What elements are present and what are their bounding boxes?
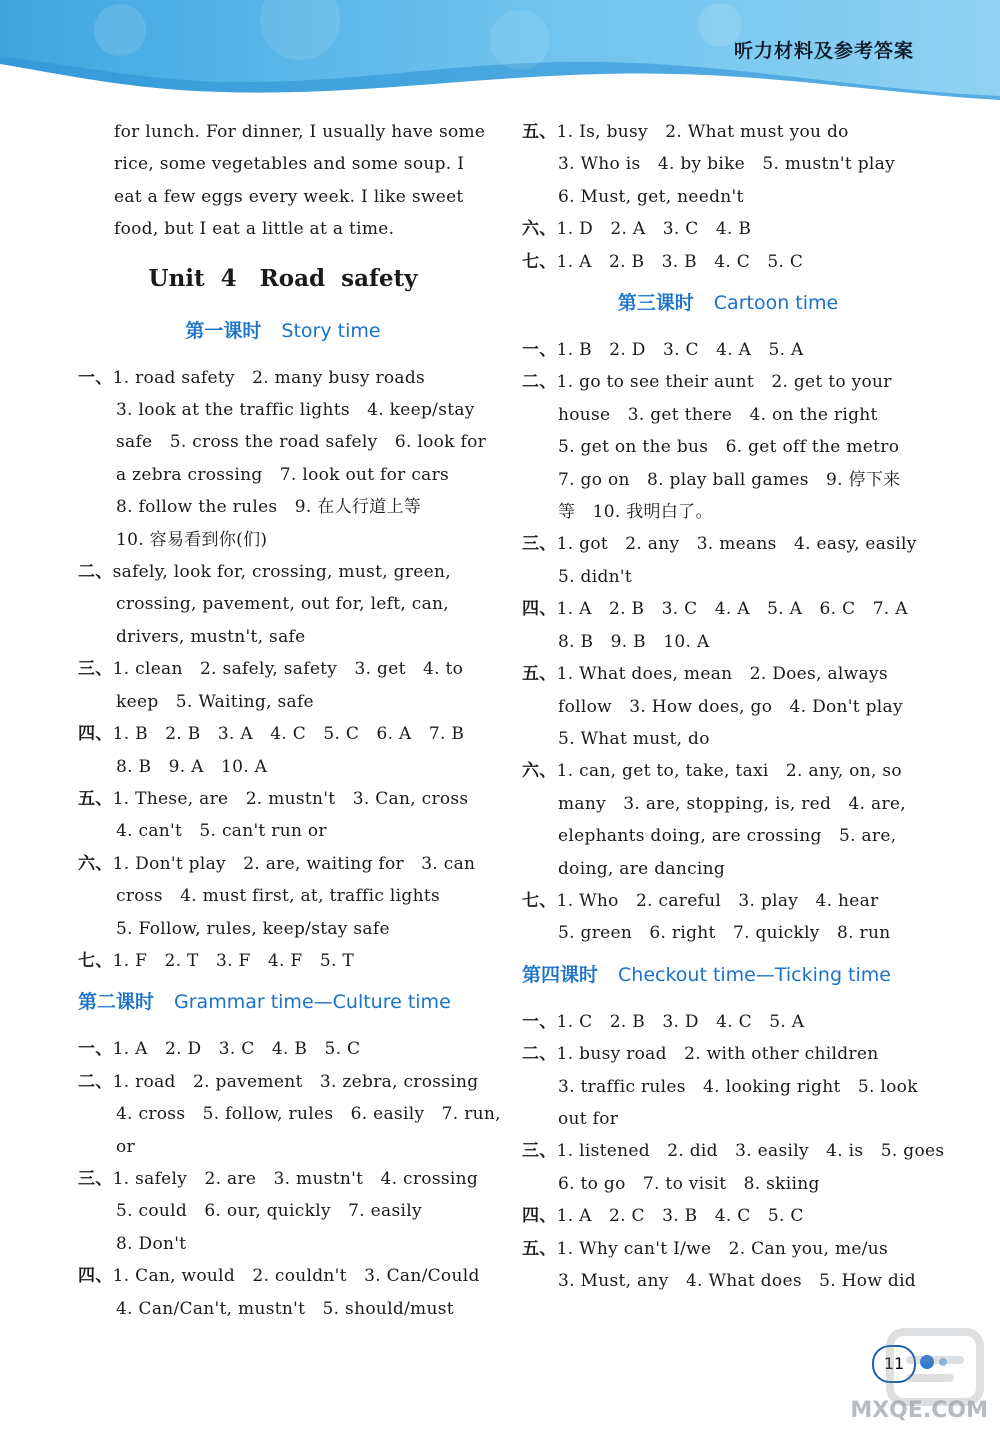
answer-line: 10. 容易看到你(们) — [116, 529, 268, 550]
answer-line: 8. Don't — [116, 1233, 187, 1254]
answer-line: a zebra crossing 7. look out for cars — [116, 464, 450, 485]
lesson-number: 第四课时 — [522, 963, 599, 986]
answer-line: 三、1. got 2. any 3. means 4. easy, easily — [522, 534, 917, 555]
answer-line: 二、1. busy road 2. with other children — [522, 1044, 879, 1065]
answer-line: keep 5. Waiting, safe — [116, 691, 314, 712]
answer-line: 8. B 9. A 10. A — [116, 756, 268, 777]
answer-line: 3. look at the traffic lights 4. keep/stay — [116, 400, 475, 421]
answer-line: elephants doing, are crossing 5. are, — [558, 826, 897, 847]
answer-line: 五、1. Is, busy 2. What must you do — [522, 122, 849, 142]
answer-line: 七、1. Who 2. careful 3. play 4. hear — [522, 890, 879, 911]
left-column — [78, 116, 501, 1325]
answer-line: doing, are dancing — [558, 858, 726, 879]
watermark-text: MXQE.COM — [850, 1398, 988, 1423]
answer-line: 等 10. 我明白了。 — [558, 502, 713, 523]
lesson-name: Story time — [281, 319, 381, 342]
lesson-name: Cartoon time — [713, 292, 839, 315]
answer-line: 七、1. F 2. T 3. F 4. F 5. T — [78, 950, 354, 971]
lesson-number: 第三课时 — [617, 292, 694, 315]
answer-line: 8. B 9. B 10. A — [558, 631, 710, 652]
text-line: for lunch. For dinner, I usually have some — [114, 122, 486, 142]
answer-line: 8. follow the rules 9. 在人行道上等 — [116, 497, 422, 518]
lesson-heading-3 — [522, 288, 934, 318]
text-line: food, but I eat a little at a time. — [114, 219, 395, 240]
lesson-name: Grammar time—Culture time — [174, 991, 451, 1014]
answer-block-lesson-2 — [78, 1033, 501, 1325]
answer-line: 4. can't 5. can't run or — [116, 821, 327, 842]
answer-line: 6. Must, get, needn't — [558, 186, 744, 207]
answer-block-lesson-2-cont — [522, 116, 934, 278]
answer-line: 六、1. D 2. A 3. C 4. B — [522, 219, 752, 240]
answer-line: 五、1. What does, mean 2. Does, always — [522, 664, 888, 685]
answer-line: 6. to go 7. to visit 8. skiing — [558, 1173, 820, 1194]
answer-line: 5. Follow, rules, keep/stay safe — [116, 918, 390, 939]
answer-line: 六、1. can, get to, take, taxi 2. any, on, so — [522, 761, 902, 782]
answer-line: 六、1. Don't play 2. are, waiting for 3. can — [78, 853, 476, 874]
answer-line: 一、1. road safety 2. many busy roads — [78, 367, 426, 388]
answer-line: 一、1. A 2. D 3. C 4. B 5. C — [78, 1039, 361, 1060]
answer-line: 五、1. These, are 2. mustn't 3. Can, cross — [78, 788, 469, 809]
answer-line: 3. Who is 4. by bike 5. mustn't play — [558, 154, 896, 175]
answer-line: crossing, pavement, out for, left, can, — [116, 594, 450, 615]
page-number: 11 — [872, 1345, 916, 1383]
answer-line: 二、1. road 2. pavement 3. zebra, crossing — [78, 1071, 479, 1092]
header-title: 听力材料及参考答案 — [733, 40, 914, 62]
listening-text — [78, 116, 488, 246]
answer-line: 5. could 6. our, quickly 7. easily — [116, 1201, 422, 1222]
answer-block-lesson-4 — [522, 1006, 945, 1298]
answer-line: 5. didn't — [558, 566, 632, 587]
answer-line: house 3. get there 4. on the right — [558, 404, 878, 425]
answer-line: drivers, mustn't, safe — [116, 626, 306, 647]
answer-line: 4. cross 5. follow, rules 6. easily 7. run, — [116, 1104, 501, 1125]
answer-line: 三、1. clean 2. safely, safety 3. get 4. to — [78, 659, 464, 680]
answer-line: 5. get on the bus 6. get off the metro — [558, 437, 900, 458]
text-line: eat a few eggs every week. I like sweet — [114, 186, 464, 207]
answer-line: 4. Can/Can't, mustn't 5. should/must — [116, 1298, 454, 1319]
answer-line: many 3. are, stopping, is, red 4. are, — [558, 793, 906, 814]
lesson-name: Checkout time—Ticking time — [618, 963, 891, 986]
answer-line: 七、1. A 2. B 3. B 4. C 5. C — [522, 251, 804, 272]
answer-line: 二、safely, look for, crossing, must, green, — [78, 562, 451, 583]
lesson-heading-2 — [78, 987, 488, 1017]
answer-line: 7. go on 8. play ball games 9. 停下来 — [558, 469, 901, 490]
answer-line: out for — [558, 1108, 619, 1129]
answer-line: 二、1. go to see their aunt 2. get to your — [522, 372, 892, 393]
lesson-number: 第二课时 — [78, 991, 155, 1014]
answer-line: 一、1. C 2. B 3. D 4. C 5. A — [522, 1011, 805, 1032]
lesson-heading-1 — [78, 316, 488, 346]
answer-line: 四、1. A 2. C 3. B 4. C 5. C — [522, 1206, 804, 1227]
answer-block-lesson-1 — [78, 362, 488, 978]
text-line: rice, some vegetables and some soup. I — [114, 154, 465, 175]
header-banner — [0, 0, 1000, 110]
answer-line: 五、1. Why can't I/we 2. Can you, me/us — [522, 1238, 889, 1259]
answer-line: 一、1. B 2. D 3. C 4. A 5. A — [522, 340, 804, 361]
answer-block-lesson-3 — [522, 334, 934, 950]
answer-line: 3. traffic rules 4. looking right 5. look — [558, 1076, 918, 1097]
answer-line: or — [116, 1136, 135, 1157]
right-column — [522, 116, 945, 1297]
answer-line: follow 3. How does, go 4. Don't play — [558, 696, 903, 717]
lesson-heading-4 — [522, 960, 934, 990]
unit-title: Unit 4 Road safety — [148, 264, 418, 292]
answer-line: 三、1. safely 2. are 3. mustn't 4. crossing — [78, 1168, 479, 1189]
answer-line: 四、1. Can, would 2. couldn't 3. Can/Could — [78, 1266, 480, 1287]
answer-line: 三、1. listened 2. did 3. easily 4. is 5. goes — [522, 1141, 945, 1162]
answer-line: 5. green 6. right 7. quickly 8. run — [558, 923, 891, 944]
answer-line: 5. What must, do — [558, 728, 710, 749]
answer-line: cross 4. must first, at, traffic lights — [116, 886, 440, 907]
answer-line: safe 5. cross the road safely 6. look for — [116, 432, 487, 453]
lesson-number: 第一课时 — [185, 319, 262, 342]
answer-line: 3. Must, any 4. What does 5. How did — [558, 1271, 916, 1291]
answer-line: 四、1. A 2. B 3. C 4. A 5. A 6. C 7. A — [522, 599, 908, 620]
answer-line: 四、1. B 2. B 3. A 4. C 5. C 6. A 7. B — [78, 724, 465, 745]
